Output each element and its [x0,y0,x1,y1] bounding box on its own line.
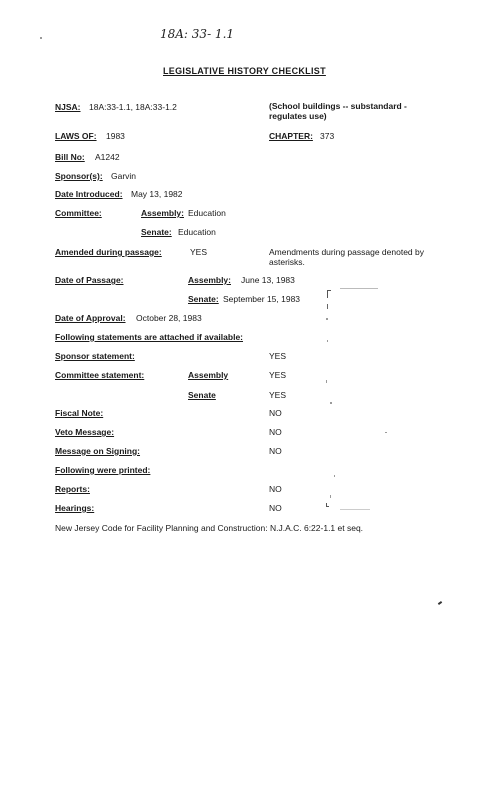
veto-message-value: NO [269,427,282,437]
date-of-approval-value: October 28, 1983 [136,313,202,323]
hearings-label: Hearings: [55,503,95,513]
njsa-label: NJSA: [55,102,81,112]
scan-speck [438,601,442,605]
laws-of-value: 1983 [106,131,125,141]
scan-speck [385,432,387,433]
passage-senate-label: Senate: [188,294,219,304]
scan-speck [330,402,332,404]
scan-dash-mark [340,509,370,510]
following-printed-heading: Following were printed: [55,465,151,475]
reports-value: NO [269,484,282,494]
scan-dash-mark [340,288,378,289]
scan-bracket-mark [327,290,328,298]
amended-value: YES [190,247,208,257]
handwritten-citation: 18A: 33- 1.1 [160,27,235,41]
chapter-label: CHAPTER: [269,131,313,141]
scan-hook-mark [326,503,327,507]
passage-senate-value: September 15, 1983 [223,294,301,304]
page-title: LEGISLATIVE HISTORY CHECKLIST [163,66,326,76]
scan-speck [40,37,42,39]
sponsor-statement-value: YES [269,351,287,361]
date-of-approval-label: Date of Approval: [55,313,126,323]
scan-speck [330,495,331,498]
sponsor-statement-label: Sponsor statement: [55,351,135,361]
reports-label: Reports: [55,484,90,494]
amended-note: Amendments during passage denoted by asterisks. [269,247,424,267]
committee-statement-label: Committee statement: [55,370,145,380]
amended-label: Amended during passage: [55,247,162,257]
njsa-value: 18A:33-1.1, 18A:33-1.2 [89,102,177,112]
committee-assembly-value: Education [188,208,226,218]
njsa-note: (School buildings -- substandard - regulates use) [269,101,407,121]
scan-speck [326,318,328,320]
fiscal-note-value: NO [269,408,282,418]
date-introduced-value: May 13, 1982 [131,189,183,199]
following-attached-heading: Following statements are attached if available: [55,332,243,342]
footer-note: New Jersey Code for Facility Planning and Construction: N.J.A.C. 6:22-1.1 et seq. [55,523,364,533]
passage-assembly-value: June 13, 1983 [241,275,295,285]
bill-no-label: Bill No: [55,152,85,162]
scan-bracket-mark [327,290,331,291]
sponsors-label: Sponsor(s): [55,171,103,181]
committee-senate-label: Senate: [141,227,172,237]
fiscal-note-label: Fiscal Note: [55,408,104,418]
chapter-value: 373 [320,131,335,141]
committee-statement-senate-label: Senate [188,390,216,400]
message-on-signing-value: NO [269,446,282,456]
committee-statement-assembly-label: Assembly [188,370,229,380]
committee-label: Committee: [55,208,102,218]
scan-speck [326,380,327,383]
date-introduced-label: Date Introduced: [55,189,123,199]
hearings-value: NO [269,503,282,513]
scan-speck [327,304,328,309]
sponsors-value: Garvin [111,171,137,181]
committee-assembly-label: Assembly: [141,208,184,218]
laws-of-label: LAWS OF: [55,131,97,141]
passage-assembly-label: Assembly: [188,275,231,285]
date-of-passage-label: Date of Passage: [55,275,124,285]
scan-speck [334,475,335,477]
scan-speck [327,340,328,342]
veto-message-label: Veto Message: [55,427,115,437]
committee-senate-value: Education [178,227,216,237]
bill-no-value: A1242 [95,152,120,162]
committee-statement-assembly-value: YES [269,370,287,380]
committee-statement-senate-value: YES [269,390,287,400]
message-on-signing-label: Message on Signing: [55,446,141,456]
